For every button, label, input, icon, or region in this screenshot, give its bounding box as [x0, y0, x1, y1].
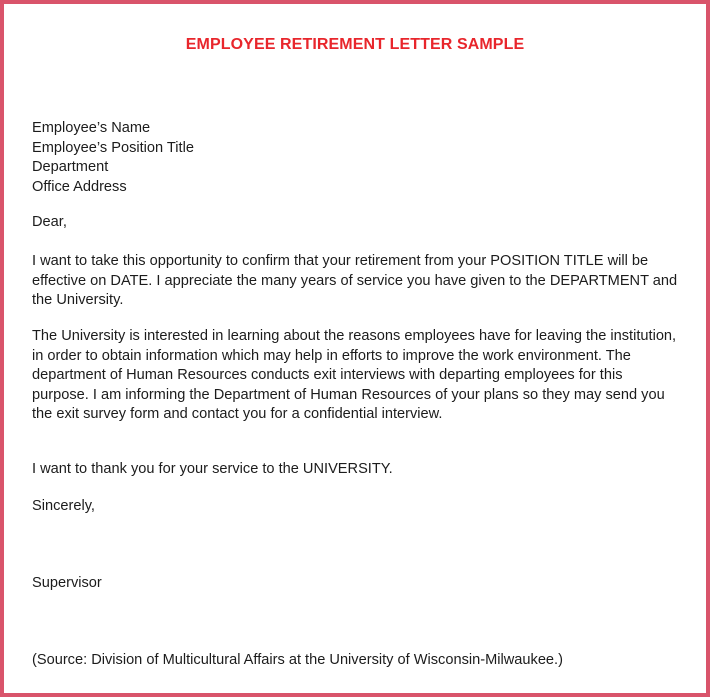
page-title: EMPLOYEE RETIREMENT LETTER SAMPLE [185, 36, 525, 53]
address-employee-name: Employee’s Name [32, 120, 151, 136]
address-position-title: Employee’s Position Title [32, 139, 194, 156]
address-department: Department [32, 159, 109, 176]
paragraph-exit-interview: The University is interested in learning about the reasons employees have for leaving the institution, in order to obtain information which may help in efforts to improve the work environment. The department of Human Resources conducts exit interviews with departing employees for this purpose. I am informing the Department of Human Resources of your plans so they may send you the exit survey form and contact you for a confidential interview. [32, 328, 677, 423]
paragraph-confirmation: I want to take this opportunity to confirm that your retirement from your POSITION TITLE will be effective on DATE. I appreciate the many years of service you have given to the DEPARTMENT and the University. [32, 253, 678, 309]
signature: Supervisor [32, 575, 102, 591]
address-office: Office Address [32, 178, 127, 195]
paragraph-thanks: I want to thank you for your service to the UNIVERSITY. [32, 461, 393, 477]
salutation: Dear, [32, 214, 67, 230]
closing: Sincerely, [32, 498, 95, 514]
address-block [32, 119, 682, 197]
source-note: (Source: Division of Multicultural Affairs at the University of Wisconsin-Milwaukee.) [32, 652, 563, 668]
